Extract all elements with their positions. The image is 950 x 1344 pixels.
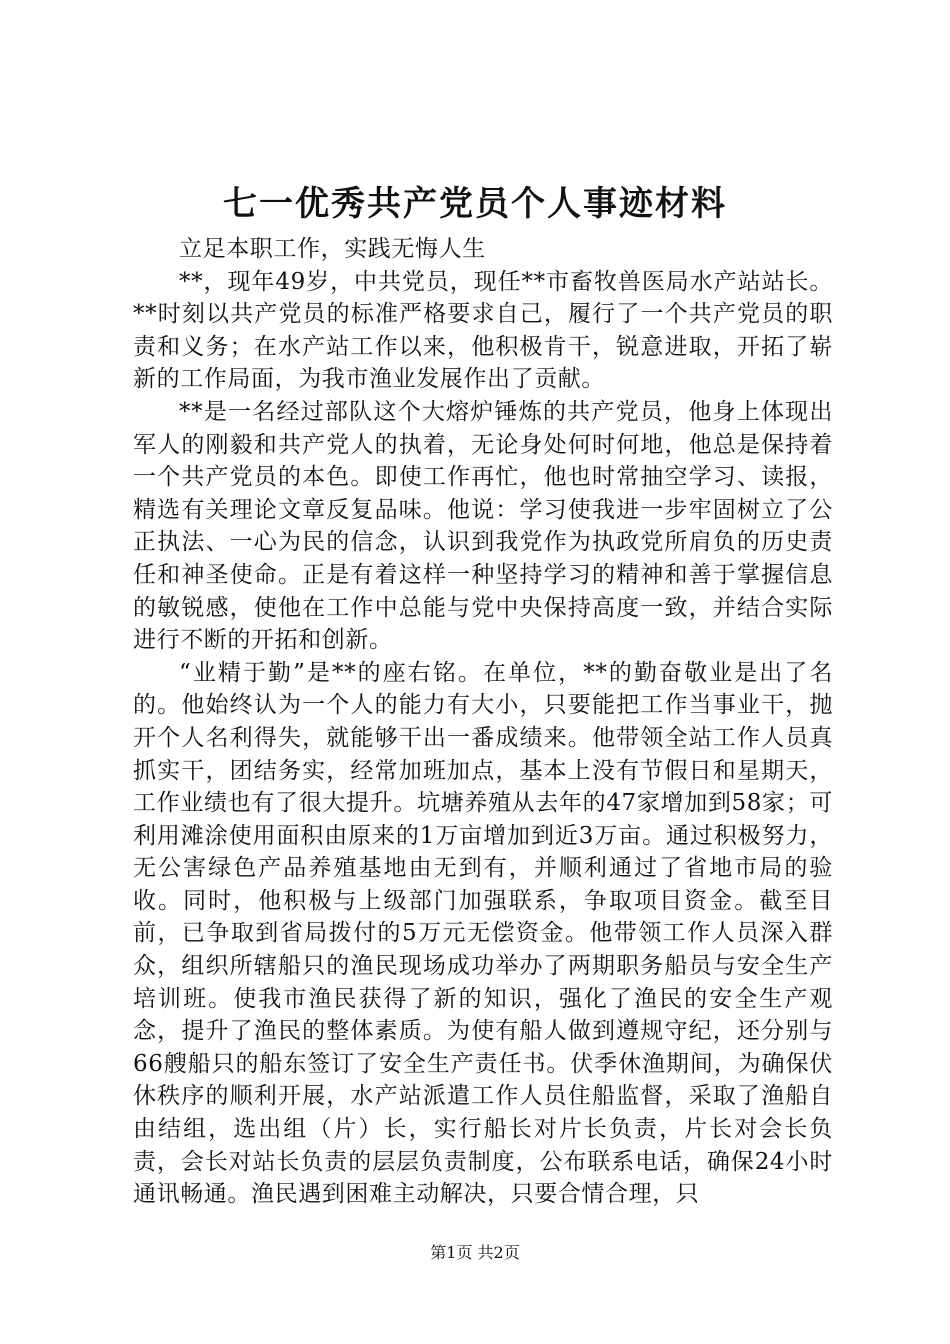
subtitle-paragraph: 立足本职工作，实践无悔人生 xyxy=(179,236,486,262)
body-paragraph-work: “业精于勤”是**的座右铭。在单位，**的勤奋敬业是出了名的。他始终认为一个人的能力有大小，只要能把工作当事业干，抛开个人名利得失，就能够干出一番成绩来。他带领全站工作人员真抓实干，团结务实，经常加班加点，基本上没有节假日和星期天，工作业绩也有了很大提升。坑塘养殖从去年的47家增加到58家；可利用滩涂使用面积由原来的1万亩增加到近3万亩。通过积极努力，无公害绿色产品养殖基地由无到有，并顺利通过了省地市局的验收。同时，他积极与上级部门加强联系，争取项目资金。截至目前，已争取到省局拨付的5万元无偿资金。他带领工作人员深入群众，组织所辖船只的渔民现场成功举办了两期职务船员与安全生产培训班。使我市渔民获得了新的知识，强化了渔民的安全生产观念，提升了渔民的整体素质。为使有船人做到遵规守纪，还分别与66艘船只的船东签订了安全生产责任书。伏季休渔期间，为确保伏休秩序的顺利开展，水产站派遣工作人员住船监督，采取了渔船自由结组，选出组（片）长，实行船长对片长负责，片长对会长负责，会长对站长负责的层层负责制度，公布联系电话，确保24小时通讯畅通。渔民遇到困难主动解决，只要合情合理，只 xyxy=(133,659,833,1208)
body-paragraph-study: **是一名经过部队这个大熔炉锤炼的共产党员，他身上体现出军人的刚毅和共产党人的执着，无论身处何时何地，他总是保持着一个共产党员的本色。即使工作再忙，他也时常抽空学习、读报，精选有关理论文章反复品味。他说：学习使我进一步牢固树立了公正执法、一心为民的信念，认识到我党作为执政党所肩负的历史责任和神圣使命。正是有着这样一种坚持学习的精神和善于掌握信息的敏锐感，使他在工作中总能与党中央保持高度一致，并结合实际进行不断的开拓和创新。 xyxy=(133,398,833,654)
page-number-footer: 第1页 共2页 xyxy=(430,1243,520,1262)
body-paragraph-intro: **，现年49岁，中共党员，现任**市畜牧兽医局水产站站长。**时刻以共产党员的标准严格要求自己，履行了一个共产党员的职责和义务；在水产站工作以来，他积极肯干，锐意进取，开拓了崭新的工作局面，为我市渔业发展作出了贡献。 xyxy=(133,268,833,393)
document-body xyxy=(133,233,833,1211)
document-title: 七一优秀共产党员个人事迹材料 xyxy=(223,184,727,224)
